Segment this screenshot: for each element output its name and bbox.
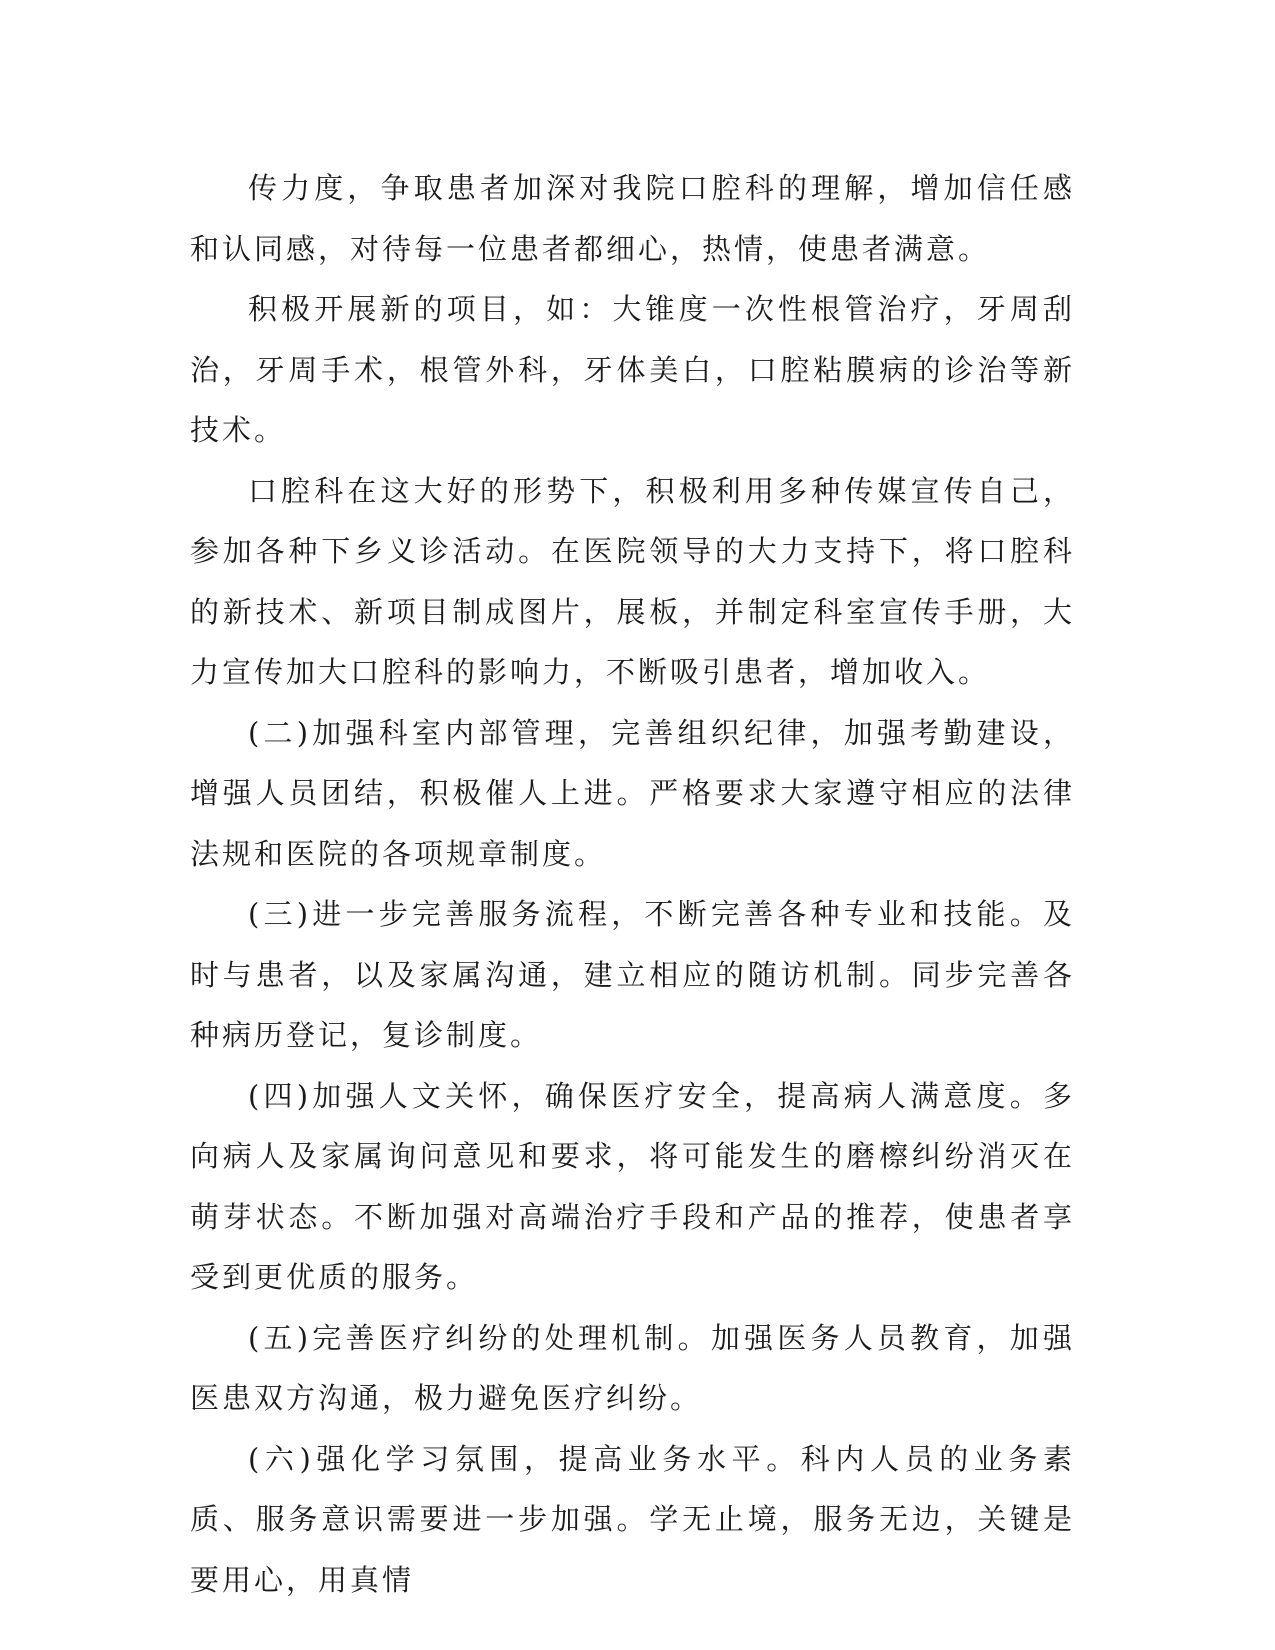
paragraph-3: 口腔科在这大好的形势下，积极利用多种传媒宣传自己，参加各种下乡义诊活动。在医院领导的大力支持下，将口腔科的新技术、新项目制成图片，展板，并制定科室宣传手册，大力宣传加大口腔科的影响力，不断吸引患者，增加收入。 — [190, 473, 1075, 689]
paragraph-7: (五)完善医疗纠纷的处理机制。加强医务人员教育，加强医患双方沟通，极力避免医疗纠纷。 — [190, 1320, 1075, 1415]
paragraph-8: (六)强化学习氛围，提高业务水平。科内人员的业务素质、服务意识需要进一步加强。学无止境，服务无边，关键是要用心，用真情 — [190, 1441, 1075, 1597]
paragraph-4: (二)加强科室内部管理，完善组织纪律，加强考勤建设，增强人员团结，积极催人上进。严格要求大家遵守相应的法律法规和医院的各项规章制度。 — [190, 715, 1075, 871]
paragraph-6: (四)加强人文关怀，确保医疗安全，提高病人满意度。多向病人及家属询问意见和要求，将可能发生的磨檫纠纷消灭在萌芽状态。不断加强对高端治疗手段和产品的推荐，使患者享受到更优质的服务。 — [190, 1078, 1075, 1294]
paragraph-2: 积极开展新的项目，如：大锥度一次性根管治疗，牙周刮治，牙周手术，根管外科，牙体美白，口腔粘膜病的诊治等新技术。 — [190, 292, 1075, 447]
document-body — [190, 158, 1075, 1610]
paragraph-5: (三)进一步完善服务流程，不断完善各种专业和技能。及时与患者，以及家属沟通，建立相应的随访机制。同步完善各种病历登记，复诊制度。 — [190, 897, 1075, 1052]
paragraph-1: 传力度，争取患者加深对我院口腔科的理解，增加信任感和认同感，对待每一位患者都细心，热情，使患者满意。 — [190, 171, 1075, 266]
